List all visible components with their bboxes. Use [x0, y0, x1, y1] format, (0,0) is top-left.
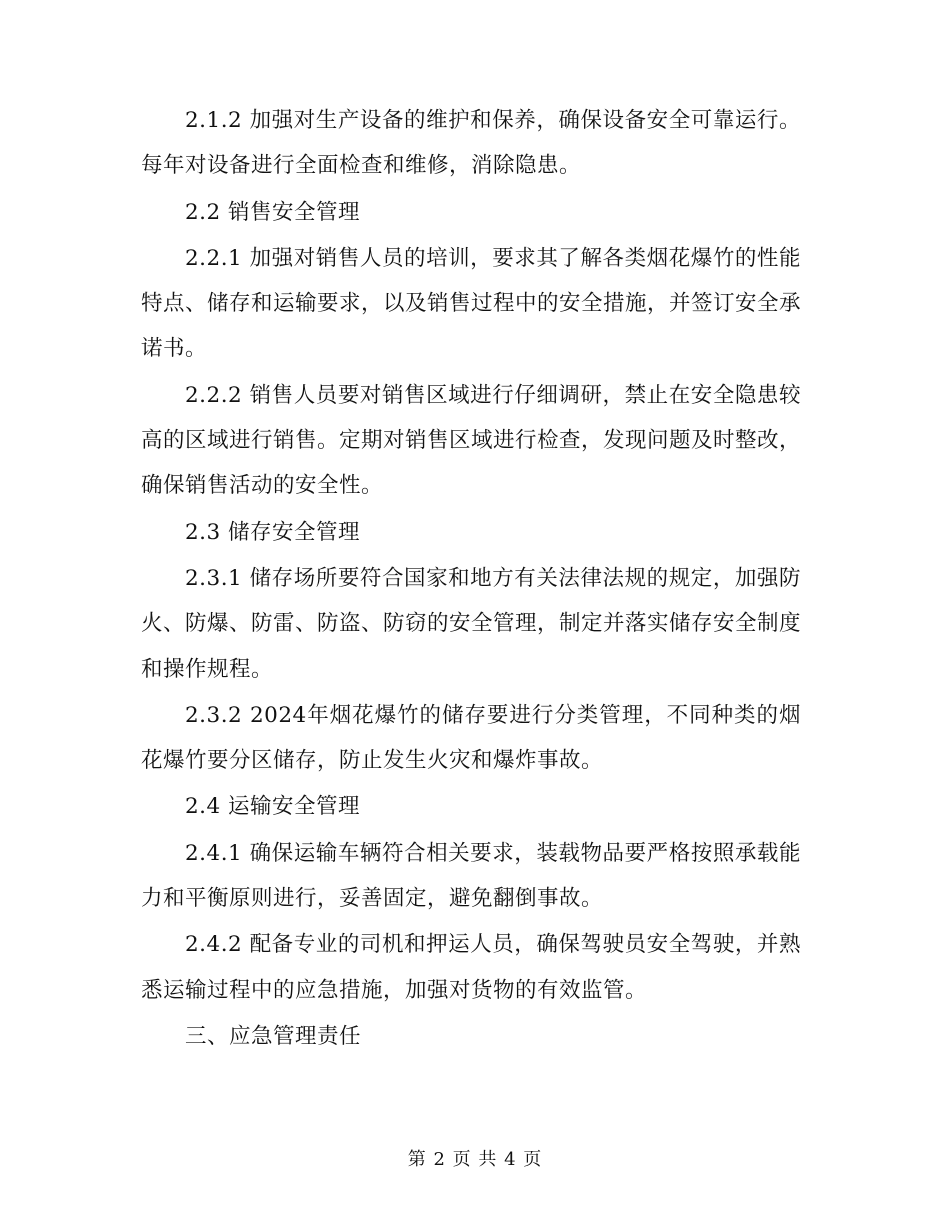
heading-3-emergency-management: 三、应急管理责任 — [185, 1023, 362, 1049]
heading-2-3-storage-safety: 2.3 储存安全管理 — [185, 519, 361, 545]
document-body — [141, 98, 801, 1060]
paragraph-2-1-2: 2.1.2 加强对生产设备的维护和保养，确保设备安全可靠运行。每年对设备进行全面检查和维修，消除隐患。 — [141, 108, 801, 179]
heading-2-4-transport-safety: 2.4 运输安全管理 — [185, 794, 361, 820]
paragraph-2-2-2: 2.2.2 销售人员要对销售区域进行仔细调研，禁止在安全隐患较高的区域进行销售。定期对销售区域进行检查，发现问题及时整改，确保销售活动的安全性。 — [141, 382, 802, 499]
paragraph-2-4-1: 2.4.1 确保运输车辆符合相关要求，装载物品要严格按照承载能力和平衡原则进行，妥善固定，避免翻倒事故。 — [141, 840, 801, 912]
paragraph-2-3-2: 2.3.2 2024年烟花爆竹的储存要进行分类管理，不同种类的烟花爆竹要分区储存，防止发生火灾和爆炸事故。 — [141, 702, 801, 774]
paragraph-2-3-1: 2.3.1 储存场所要符合国家和地方有关法律法规的规定，加强防火、防爆、防雷、防盗、防窃的安全管理，制定并落实储存安全制度和操作规程。 — [141, 565, 802, 682]
paragraph-2-4-2: 2.4.2 配备专业的司机和押运人员，确保驾驶员安全驾驶，并熟悉运输过程中的应急措施，加强对货物的有效监管。 — [141, 932, 801, 1003]
heading-2-2-sales-safety: 2.2 销售安全管理 — [185, 199, 361, 225]
paragraph-2-2-1: 2.2.1 加强对销售人员的培训，要求其了解各类烟花爆竹的性能特点、储存和运输要求，以及销售过程中的安全措施，并签订安全承诺书。 — [141, 245, 802, 362]
page-number-footer: 第 2 页 共 4 页 — [407, 1149, 543, 1170]
